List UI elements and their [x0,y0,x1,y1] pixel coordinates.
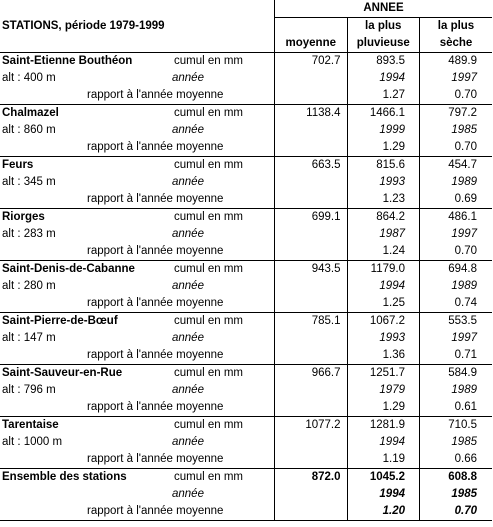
driest-cumul: 454.7 [420,157,493,175]
total-row-rapport [0,503,492,521]
row-label-cumul: cumul en mm [174,367,244,379]
driest-cumul: 584.9 [420,365,493,383]
station-name: Riorges [2,211,45,223]
wettest-cumul: 1045.2 [347,469,420,487]
moyenne-value: 1077.2 [275,417,348,435]
row-label-cumul: cumul en mm [174,159,244,171]
driest-year: 1997 [420,70,493,87]
total-row-annee [0,486,492,503]
wettest-year: 1994 [347,70,420,87]
station-altitude: alt : 345 m [2,176,56,188]
station-row-rapport [0,347,492,365]
driest-year: 1989 [420,278,493,295]
driest-cumul: 694.8 [420,261,493,279]
row-label-rapport: rapport à l'année moyenne [87,453,224,465]
row-label-rapport: rapport à l'année moyenne [87,193,224,205]
wettest-year: 1994 [347,278,420,295]
station-row-rapport [0,191,492,209]
station-row-annee [0,70,492,87]
header-title: STATIONS, période 1979-1999 [2,19,165,32]
header-pluvieuse-1: la plus [347,18,420,36]
row-label-annee: année [172,124,204,136]
wettest-year: 1993 [347,174,420,191]
wettest-ratio: 1.19 [347,451,420,469]
wettest-cumul: 864.2 [347,209,420,227]
wettest-ratio: 1.29 [347,139,420,157]
station-row-annee [0,226,492,243]
driest-year: 1985 [420,486,493,503]
row-label-annee: année [172,384,204,396]
wettest-cumul: 1466.1 [347,105,420,123]
driest-ratio: 0.70 [420,87,493,105]
station-row-rapport [0,451,492,469]
row-label-rapport: rapport à l'année moyenne [87,505,224,517]
station-row-rapport [0,243,492,261]
driest-year: 1989 [420,382,493,399]
station-row-cumul [0,157,492,175]
station-name: Chalmazel [2,107,59,119]
station-row-rapport [0,295,492,313]
row-label-rapport: rapport à l'année moyenne [87,245,224,257]
driest-ratio: 0.66 [420,451,493,469]
station-row-annee [0,330,492,347]
moyenne-value: 663.5 [275,157,348,175]
row-label-cumul: cumul en mm [174,55,244,67]
header-pluvieuse-2: pluvieuse [347,35,420,53]
station-row-rapport [0,399,492,417]
driest-cumul: 489.9 [420,53,493,71]
row-label-annee: année [172,332,204,344]
header-row-2 [0,18,492,36]
header-row-1 [0,0,492,18]
station-name: Saint-Pierre-de-Bœuf [2,315,118,327]
wettest-cumul: 893.5 [347,53,420,71]
row-label-annee: année [172,72,204,84]
wettest-cumul: 815.6 [347,157,420,175]
row-label-rapport: rapport à l'année moyenne [87,349,224,361]
driest-year: 1985 [420,434,493,451]
row-label-cumul: cumul en mm [174,211,244,223]
station-row-annee [0,174,492,191]
station-name: Feurs [2,159,34,171]
driest-ratio: 0.70 [420,243,493,261]
driest-cumul: 486.1 [420,209,493,227]
moyenne-value: 872.0 [275,469,348,487]
header-row-3 [0,35,492,53]
wettest-ratio: 1.29 [347,399,420,417]
wettest-ratio: 1.25 [347,295,420,313]
wettest-cumul: 1179.0 [347,261,420,279]
moyenne-value: 702.7 [275,53,348,71]
station-row-cumul [0,53,492,71]
wettest-ratio: 1.23 [347,191,420,209]
header-seche-1: la plus [420,18,493,36]
moyenne-value: 1138.4 [275,105,348,123]
driest-year: 1997 [420,330,493,347]
station-row-annee [0,278,492,295]
station-row-rapport [0,139,492,157]
station-altitude: alt : 400 m [2,72,56,84]
station-altitude: alt : 147 m [2,332,56,344]
row-label-rapport: rapport à l'année moyenne [87,297,224,309]
wettest-cumul: 1251.7 [347,365,420,383]
row-label-rapport: rapport à l'année moyenne [87,89,224,101]
wettest-ratio: 1.36 [347,347,420,365]
row-label-cumul: cumul en mm [174,471,244,483]
row-label-cumul: cumul en mm [174,419,244,431]
row-label-cumul: cumul en mm [174,315,244,327]
wettest-cumul: 1281.9 [347,417,420,435]
row-label-annee: année [172,176,204,188]
wettest-year: 1999 [347,122,420,139]
driest-year: 1989 [420,174,493,191]
driest-ratio: 0.74 [420,295,493,313]
driest-year: 1997 [420,226,493,243]
driest-cumul: 553.5 [420,313,493,331]
station-name: Tarentaise [2,419,59,431]
station-row-cumul [0,105,492,123]
header-annee: ANNEE [275,0,493,18]
row-label-cumul: cumul en mm [174,107,244,119]
station-altitude: alt : 280 m [2,280,56,292]
station-altitude: alt : 1000 m [2,436,63,448]
row-label-annee: année [172,436,204,448]
driest-ratio: 0.70 [420,503,493,521]
station-altitude: alt : 283 m [2,228,56,240]
wettest-year: 1987 [347,226,420,243]
station-row-cumul [0,365,492,383]
row-label-rapport: rapport à l'année moyenne [87,401,224,413]
wettest-year: 1993 [347,330,420,347]
header-moyenne: moyenne [275,35,348,53]
wettest-ratio: 1.24 [347,243,420,261]
total-row-cumul [0,469,492,487]
wettest-ratio: 1.27 [347,87,420,105]
moyenne-value: 966.7 [275,365,348,383]
row-label-rapport: rapport à l'année moyenne [87,141,224,153]
row-label-annee: année [172,280,204,292]
driest-ratio: 0.69 [420,191,493,209]
driest-cumul: 710.5 [420,417,493,435]
station-altitude: alt : 796 m [2,384,56,396]
driest-cumul: 797.2 [420,105,493,123]
driest-ratio: 0.71 [420,347,493,365]
station-name: Saint-Denis-de-Cabanne [2,263,135,275]
station-row-cumul [0,417,492,435]
row-label-annee: année [172,228,204,240]
station-altitude: alt : 860 m [2,124,56,136]
moyenne-value: 943.5 [275,261,348,279]
wettest-cumul: 1067.2 [347,313,420,331]
station-row-cumul [0,313,492,331]
wettest-year: 1979 [347,382,420,399]
station-name: Saint-Etienne Bouthéon [2,55,133,67]
moyenne-value: 785.1 [275,313,348,331]
driest-ratio: 0.61 [420,399,493,417]
wettest-year: 1994 [347,486,420,503]
driest-cumul: 608.8 [420,469,493,487]
header-seche-2: sèche [420,35,493,53]
wettest-ratio: 1.20 [347,503,420,521]
row-label-cumul: cumul en mm [174,263,244,275]
driest-year: 1985 [420,122,493,139]
row-label-annee: année [172,488,204,500]
station-row-annee [0,382,492,399]
station-row-rapport [0,87,492,105]
station-name: Saint-Sauveur-en-Rue [2,367,123,379]
station-name: Ensemble des stations [2,471,127,483]
station-row-cumul [0,261,492,279]
driest-ratio: 0.70 [420,139,493,157]
station-row-annee [0,434,492,451]
moyenne-value: 699.1 [275,209,348,227]
station-row-annee [0,122,492,139]
wettest-year: 1994 [347,434,420,451]
station-row-cumul [0,209,492,227]
